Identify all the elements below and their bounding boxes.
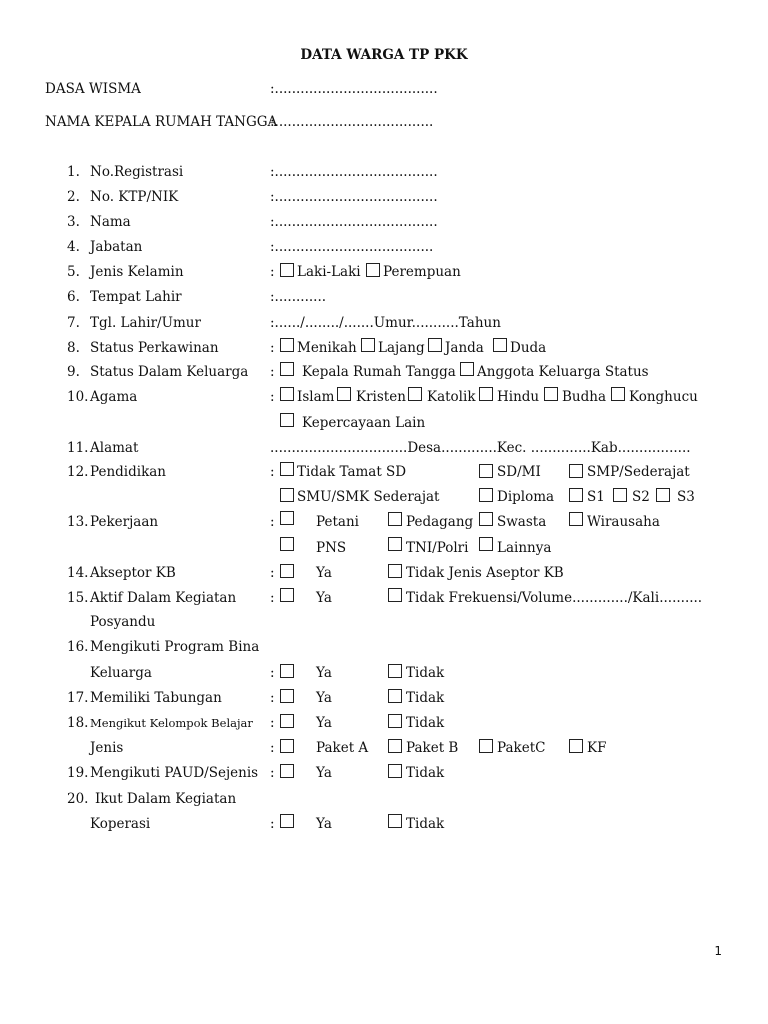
item-number: 14. [67, 565, 89, 581]
nama-field[interactable]: :...................................... [270, 214, 438, 230]
colon: : [270, 514, 275, 530]
checkbox-koperasi-tidak[interactable] [388, 814, 402, 828]
checkbox-s3[interactable] [656, 488, 670, 502]
checkbox-lajang[interactable] [361, 338, 375, 352]
option-tidak-label: Tidak [406, 715, 445, 731]
checkbox-s2[interactable] [613, 488, 627, 502]
dasa-wisma-field[interactable]: :...................................... [270, 81, 438, 97]
item-number: 9. [67, 364, 80, 380]
option-tidak-jenis-label: Tidak Jenis Aseptor KB [406, 565, 564, 581]
checkbox-tabungan-tidak[interactable] [388, 689, 402, 703]
page-number: 1 [714, 944, 722, 958]
item-number: 10. [67, 389, 89, 405]
jabatan-field[interactable]: :..................................... [270, 239, 434, 255]
checkbox-hindu[interactable] [479, 387, 493, 401]
checkbox-petani[interactable] [280, 511, 294, 525]
checkbox-belajar-tidak[interactable] [388, 714, 402, 728]
option-sd-mi-label: SD/MI [497, 464, 541, 480]
item-number: 6. [67, 289, 80, 305]
pendidikan-label: Pendidikan [90, 464, 167, 480]
checkbox-kepala-rumah-tangga[interactable] [280, 362, 294, 376]
item-number: 16. [67, 639, 89, 655]
option-pns-label: PNS [316, 540, 347, 556]
checkbox-budha[interactable] [544, 387, 558, 401]
option-ya-label: Ya [316, 715, 332, 731]
checkbox-paud-tidak[interactable] [388, 764, 402, 778]
status-perkawinan-label: Status Perkawinan [90, 340, 219, 356]
checkbox-s1[interactable] [569, 488, 583, 502]
checkbox-koperasi-ya[interactable] [280, 814, 294, 828]
checkbox-bina-ya[interactable] [280, 664, 294, 678]
colon: : [270, 590, 275, 606]
aktif-kegiatan-label: Aktif Dalam Kegiatan [90, 590, 237, 606]
colon: : [270, 389, 275, 405]
option-duda-label: Duda [510, 340, 547, 356]
checkbox-menikah[interactable] [280, 338, 294, 352]
tabungan-label: Memiliki Tabungan [90, 690, 222, 706]
alamat-field[interactable]: ................................Desa.............Kec. ..............Kab................. [270, 440, 691, 456]
document-title: DATA WARGA TP PKK [300, 47, 468, 63]
colon: : [270, 464, 275, 480]
checkbox-lainnya[interactable] [479, 537, 493, 551]
kegiatan-koperasi-label: Ikut Dalam Kegiatan [95, 791, 237, 807]
checkbox-posyandu-tidak[interactable] [388, 588, 402, 602]
checkbox-swasta[interactable] [479, 512, 493, 526]
colon: : [270, 565, 275, 581]
option-tidak-label: Tidak [406, 665, 445, 681]
checkbox-paket-c[interactable] [479, 739, 493, 753]
item-number: 2. [67, 189, 80, 205]
checkbox-pedagang[interactable] [388, 512, 402, 526]
option-budha-label: Budha [562, 389, 607, 405]
item-number: 7. [67, 315, 80, 331]
option-lajang-label: Lajang [378, 340, 425, 356]
kepala-rumah-tangga-field[interactable]: :..................................... [270, 114, 434, 130]
item-number: 5. [67, 264, 80, 280]
checkbox-akseptor-ya[interactable] [280, 564, 294, 578]
bina-keluarga-label-2: Keluarga [90, 665, 152, 681]
option-laki-laki-label: Laki-Laki [297, 264, 361, 280]
tgl-lahir-field[interactable]: :....../......../.......Umur...........Tahun [270, 315, 501, 331]
aktif-kegiatan-label-2: Posyandu [90, 614, 156, 630]
option-s2-label: S2 [632, 489, 650, 505]
item-number: 12. [67, 464, 89, 480]
colon: : [270, 816, 275, 832]
checkbox-posyandu-ya[interactable] [280, 588, 294, 602]
option-ya-label: Ya [316, 565, 332, 581]
checkbox-paud-ya[interactable] [280, 764, 294, 778]
option-konghucu-label: Konghucu [629, 389, 698, 405]
item-number: 19. [67, 765, 89, 781]
checkbox-kepercayaan-lain[interactable] [280, 413, 294, 427]
option-ya-label: Ya [316, 665, 332, 681]
no-ktp-label: No. KTP/NIK [90, 189, 179, 205]
no-registrasi-field[interactable]: :...................................... [270, 164, 438, 180]
option-perempuan-label: Perempuan [383, 264, 461, 280]
colon: : [270, 364, 275, 380]
colon: : [270, 715, 275, 731]
checkbox-akseptor-tidak[interactable] [388, 564, 402, 578]
jenis-label: Jenis [90, 740, 124, 756]
checkbox-tni-polri[interactable] [388, 537, 402, 551]
option-paket-c-label: PaketC [497, 740, 546, 756]
option-tidak-label: Tidak [406, 765, 445, 781]
checkbox-anggota-keluarga[interactable] [460, 362, 474, 376]
option-anggota-keluarga-label: Anggota Keluarga Status [477, 364, 649, 380]
agama-label: Agama [90, 389, 138, 405]
jabatan-label: Jabatan [90, 239, 143, 255]
checkbox-duda[interactable] [493, 338, 507, 352]
checkbox-pns[interactable] [280, 537, 294, 551]
item-number: 1. [67, 164, 80, 180]
item-number: 3. [67, 214, 80, 230]
checkbox-tidak-tamat-sd[interactable] [280, 462, 294, 476]
option-lainnya-label: Lainnya [497, 540, 552, 556]
option-janda-label: Janda [445, 340, 484, 356]
option-wirausaha-label: Wirausaha [587, 514, 660, 530]
checkbox-katolik[interactable] [408, 387, 422, 401]
item-number: 4. [67, 239, 80, 255]
option-kepala-rumah-tangga-label: Kepala Rumah Tangga [302, 364, 456, 380]
no-registrasi-label: No.Registrasi [90, 164, 184, 180]
option-petani-label: Petani [316, 514, 359, 530]
item-number: 13. [67, 514, 89, 530]
option-tni-polri-label: TNI/Polri [406, 540, 469, 556]
alamat-label: Alamat [90, 440, 139, 456]
option-ya-label: Ya [316, 765, 332, 781]
checkbox-wirausaha[interactable] [569, 512, 583, 526]
kepala-rumah-tangga-label: NAMA KEPALA RUMAH TANGGA [45, 114, 278, 130]
option-s1-label: S1 [587, 489, 605, 505]
checkbox-konghucu[interactable] [611, 387, 625, 401]
option-kristen-label: Kristen [356, 389, 406, 405]
option-s3-label: S3 [677, 489, 695, 505]
option-smu-smk-label: SMU/SMK Sederajat [297, 489, 440, 505]
colon: : [270, 340, 275, 356]
option-kepercayaan-lain-label: Kepercayaan Lain [302, 415, 426, 431]
checkbox-belajar-ya[interactable] [280, 714, 294, 728]
option-menikah-label: Menikah [297, 340, 357, 356]
option-tidak-label: Tidak [406, 816, 445, 832]
checkbox-smp[interactable] [569, 464, 583, 478]
status-dalam-keluarga-label: Status Dalam Keluarga [90, 364, 249, 380]
pekerjaan-label: Pekerjaan [90, 514, 159, 530]
option-tidak-frekuensi-label: Tidak Frekuensi/Volume............./Kali.......... [406, 590, 703, 606]
checkbox-kf[interactable] [569, 739, 583, 753]
option-paket-a-label: Paket A [316, 740, 369, 756]
option-diploma-label: Diploma [497, 489, 555, 505]
kelompok-belajar-label: Mengikut Kelompok Belajar [90, 716, 253, 730]
item-number: 11. [67, 440, 89, 456]
option-ya-label: Ya [316, 816, 332, 832]
checkbox-tabungan-ya[interactable] [280, 689, 294, 703]
colon: : [270, 690, 275, 706]
tempat-lahir-label: Tempat Lahir [90, 289, 182, 305]
nama-label: Nama [90, 214, 131, 230]
checkbox-islam[interactable] [280, 387, 294, 401]
tgl-lahir-label: Tgl. Lahir/Umur [90, 315, 201, 331]
option-islam-label: Islam [297, 389, 335, 405]
option-tidak-label: Tidak [406, 690, 445, 706]
akseptor-kb-label: Akseptor KB [90, 565, 176, 581]
dasa-wisma-label: DASA WISMA [45, 81, 141, 97]
checkbox-paket-a[interactable] [280, 739, 294, 753]
colon: : [270, 264, 275, 280]
option-ya-label: Ya [316, 690, 332, 706]
kegiatan-koperasi-label-2: Koperasi [90, 816, 151, 832]
checkbox-perempuan[interactable] [366, 263, 380, 277]
item-number: 17. [67, 690, 89, 706]
option-swasta-label: Swasta [497, 514, 547, 530]
checkbox-bina-tidak[interactable] [388, 664, 402, 678]
checkbox-diploma[interactable] [479, 488, 493, 502]
item-number: 18. [67, 715, 89, 731]
option-paket-b-label: Paket B [406, 740, 459, 756]
option-tidak-tamat-sd-label: Tidak Tamat SD [297, 464, 407, 480]
item-number: 8. [67, 340, 80, 356]
checkbox-kristen[interactable] [337, 387, 351, 401]
bina-keluarga-label: Mengikuti Program Bina [90, 639, 260, 655]
option-pedagang-label: Pedagang [406, 514, 474, 530]
jenis-kelamin-label: Jenis Kelamin [90, 264, 184, 280]
item-number: 20. [67, 791, 89, 807]
colon: : [270, 740, 275, 756]
item-number: 15. [67, 590, 89, 606]
checkbox-janda[interactable] [428, 338, 442, 352]
checkbox-sd-mi[interactable] [479, 464, 493, 478]
colon: : [270, 765, 275, 781]
checkbox-paket-b[interactable] [388, 739, 402, 753]
tempat-lahir-field[interactable]: :............ [270, 289, 327, 305]
checkbox-laki-laki[interactable] [280, 263, 294, 277]
paud-label: Mengikuti PAUD/Sejenis [90, 765, 259, 781]
no-ktp-field[interactable]: :...................................... [270, 189, 438, 205]
option-ya-label: Ya [316, 590, 332, 606]
option-smp-label: SMP/Sederajat [587, 464, 690, 480]
option-hindu-label: Hindu [497, 389, 540, 405]
option-katolik-label: Katolik [427, 389, 476, 405]
option-kf-label: KF [587, 740, 607, 756]
checkbox-smu-smk[interactable] [280, 488, 294, 502]
colon: : [270, 665, 275, 681]
